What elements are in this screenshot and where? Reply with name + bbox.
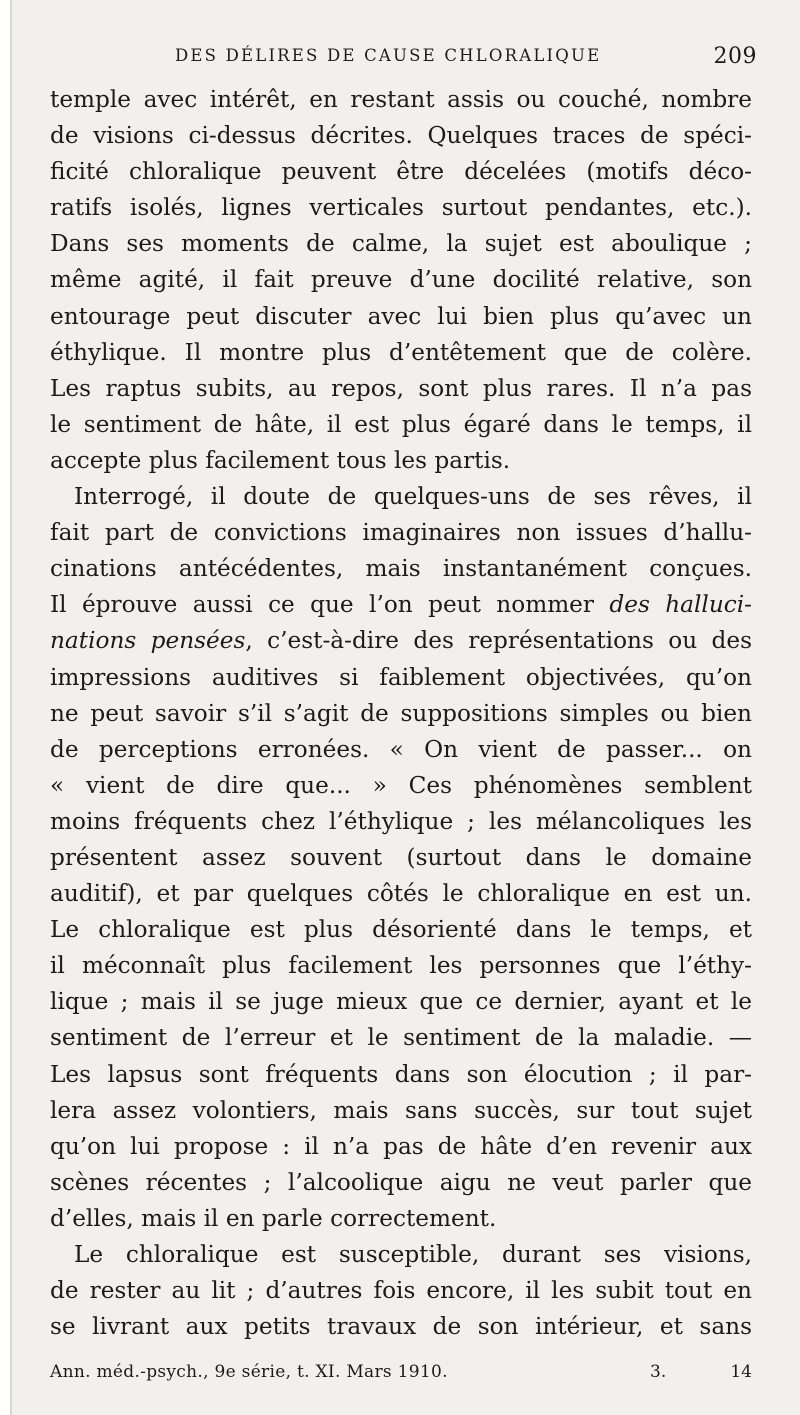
text-run: scènes récentes ; l’alcoolique aigu ne veut parler que <box>50 1168 752 1196</box>
text-run: Les lapsus sont fréquents dans son élocution ; il par- <box>50 1060 752 1088</box>
italic-phrase: nations pensées <box>50 627 246 655</box>
text-line <box>50 190 752 226</box>
text-line <box>50 551 752 587</box>
text-run: fait part de convictions imaginaires non issues d’hallu- <box>50 519 752 547</box>
text-run: lique ; mais il se juge mieux que ce dernier, ayant et le <box>50 988 752 1016</box>
text-run: Dans ses moments de calme, la sujet est aboulique ; <box>50 230 752 258</box>
text-run: il méconnaît plus facilement les personnes que l’éthy- <box>50 952 752 980</box>
text-run: se livrant aux petits travaux de son intérieur, et sans <box>50 1313 752 1341</box>
text-line <box>50 984 752 1020</box>
text-line <box>50 1201 752 1237</box>
text-line <box>50 154 752 190</box>
text-line <box>50 299 752 335</box>
text-run: accepte plus facilement tous les partis. <box>50 446 511 474</box>
text-run: éthylique. Il montre plus d’entêtement que de colère. <box>50 338 752 366</box>
paragraph <box>50 1237 752 1345</box>
text-line <box>50 407 752 443</box>
text-run: , c’est-à-dire des représentations ou des <box>245 627 752 655</box>
text-line <box>50 948 752 984</box>
running-head <box>10 44 800 74</box>
text-run: « vient de dire que... » Ces phénomènes semblent <box>50 771 752 799</box>
paragraph <box>50 82 752 479</box>
text-run: ne peut savoir s’il s’agit de suppositions simples ou bien <box>50 699 752 727</box>
text-line <box>50 912 752 948</box>
signature-mark: 3. <box>650 1362 667 1382</box>
text-line <box>50 587 752 623</box>
text-line <box>50 840 752 876</box>
text-line <box>50 732 752 768</box>
page-number: 209 <box>713 44 757 69</box>
book-page <box>10 0 800 1415</box>
text-run: impressions auditives si faiblement objectivées, qu’on <box>50 663 752 691</box>
text-run: Les raptus subits, au repos, sont plus rares. Il n’a pas <box>50 374 752 402</box>
text-run: moins fréquents chez l’éthylique ; les mélancoliques les <box>50 807 752 835</box>
text-run: qu’on lui propose : il n’a pas de hâte d’en revenir aux <box>50 1132 752 1160</box>
text-run: ficité chloralique peuvent être décelées (motifs déco- <box>50 158 752 186</box>
sheet-number: 14 <box>730 1362 752 1382</box>
text-line <box>50 118 752 154</box>
page-footer <box>50 1362 752 1390</box>
text-run: de perceptions erronées. « On vient de passer... on <box>50 735 752 763</box>
text-line <box>50 1309 752 1345</box>
text-run: le sentiment de hâte, il est plus égaré dans le temps, il <box>50 410 752 438</box>
text-line <box>50 1093 752 1129</box>
text-run: Le chloralique est susceptible, durant ses visions, <box>74 1241 752 1268</box>
text-run: sentiment de l’erreur et le sentiment de la maladie. — <box>50 1024 752 1052</box>
text-line <box>50 1057 752 1093</box>
text-line <box>50 660 752 696</box>
text-line <box>50 226 752 262</box>
text-run: lera assez volontiers, mais sans succès, sur tout sujet <box>50 1096 752 1124</box>
text-line <box>50 696 752 732</box>
text-run: Le chloralique est plus désorienté dans le temps, et <box>50 916 752 944</box>
text-line <box>50 82 752 118</box>
text-run: Il éprouve aussi ce que l’on peut nommer <box>50 591 610 619</box>
text-line <box>50 876 752 912</box>
running-title: DES DÉLIRES DE CAUSE CHLORALIQUE <box>175 46 602 65</box>
text-run: d’elles, mais il en parle correctement. <box>50 1204 497 1232</box>
text-run: de rester au lit ; d’autres fois encore, il les subit tout en <box>50 1277 752 1305</box>
text-run: présentent assez souvent (surtout dans le domaine <box>50 843 752 871</box>
text-line <box>50 262 752 298</box>
text-line <box>50 515 752 551</box>
text-line <box>50 1273 752 1309</box>
text-line <box>50 1237 752 1273</box>
text-line <box>50 1165 752 1201</box>
text-line <box>50 479 752 515</box>
text-line <box>50 1129 752 1165</box>
text-run: même agité, il fait preuve d’une docilité relative, son <box>50 266 752 294</box>
text-line <box>50 804 752 840</box>
text-run: entourage peut discuter avec lui bien plus qu’avec un <box>50 302 752 330</box>
text-line <box>50 335 752 371</box>
text-line <box>50 371 752 407</box>
text-line <box>50 623 752 659</box>
journal-citation: Ann. méd.-psych., 9e série, t. XI. Mars 1910. <box>50 1362 448 1382</box>
text-run: auditif), et par quelques côtés le chloralique en est un. <box>50 880 752 908</box>
text-run: cinations antécédentes, mais instantanément conçues. <box>50 555 752 583</box>
text-run: de visions ci-dessus décrites. Quelques traces de spéci- <box>50 122 752 150</box>
text-line <box>50 1020 752 1056</box>
text-run: ratifs isolés, lignes verticales surtout pendantes, etc.). <box>50 194 752 222</box>
text-run: temple avec intérêt, en restant assis ou couché, nombre <box>50 86 752 113</box>
text-line <box>50 443 752 479</box>
body-text <box>50 82 752 1345</box>
paragraph <box>50 479 752 1237</box>
text-run: Interrogé, il doute de quelques-uns de ses rêves, il <box>74 483 752 511</box>
text-line <box>50 768 752 804</box>
page-edge <box>10 0 12 1415</box>
italic-phrase: des halluci- <box>609 591 752 619</box>
